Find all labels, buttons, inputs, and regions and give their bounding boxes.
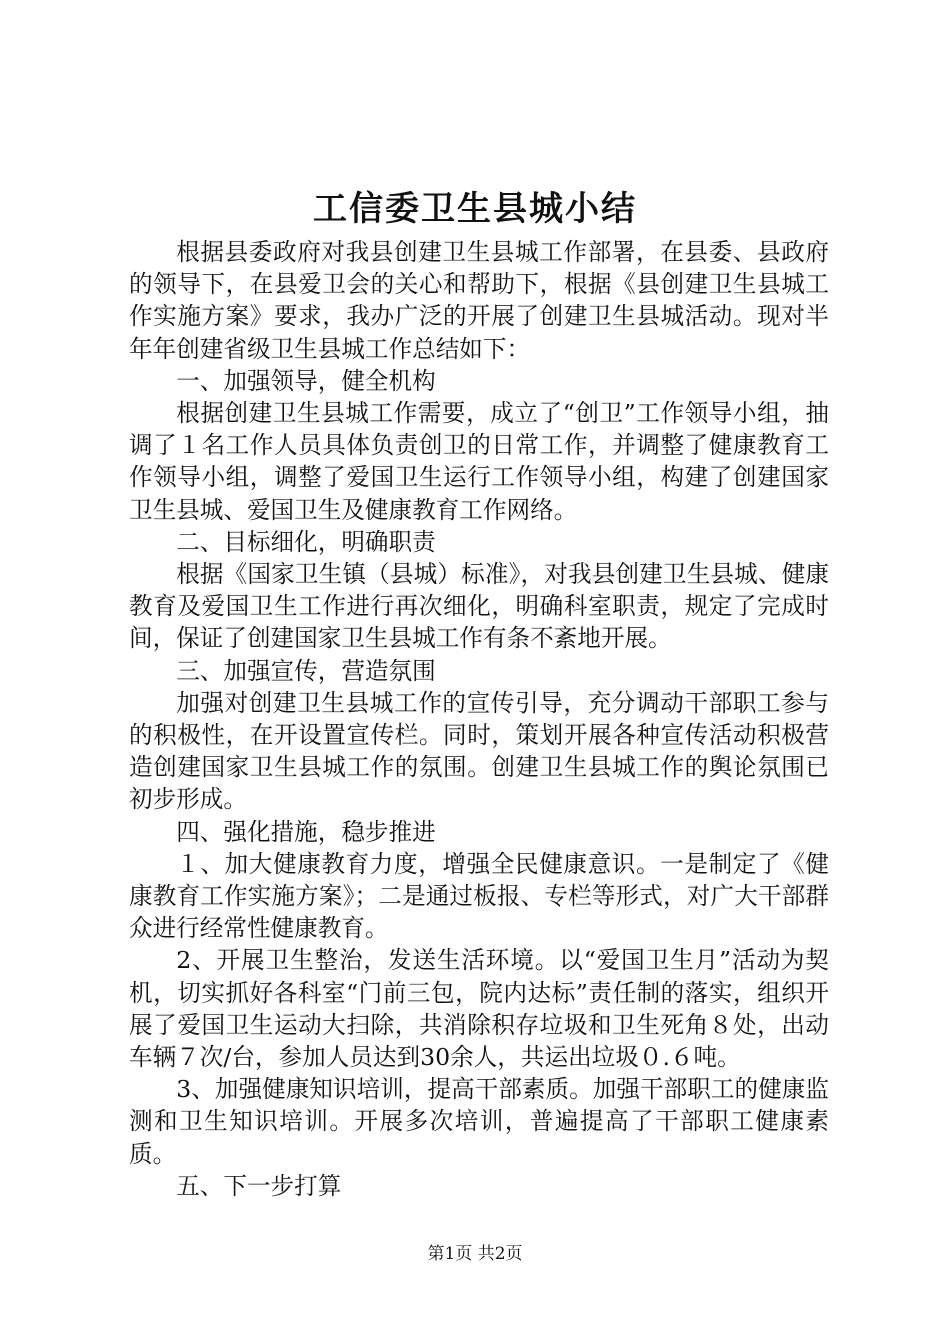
section-4-item-2: 2、开展卫生整治，发送生活环境。以“爱国卫生月”活动为契机，切实抓好各科室“门前三包，院内达标”责任制的落实，组织开展了爱国卫生运动大扫除，共消除积存垃圾和卫生死角８处，出动车辆７次/台，参加人员达到30余人，共运出垃圾０.６吨。 xyxy=(129,946,829,1072)
section-heading-5: 五、下一步打算 xyxy=(176,1171,342,1200)
section-2-paragraph: 根据《国家卫生镇（县城）标准》，对我县创建卫生县城、健康教育及爱国卫生工作进行再次细化，明确科室职责，规定了完成时间，保证了创建国家卫生县城工作有条不紊地开展。 xyxy=(129,560,829,653)
document-title: 工信委卫生县城小结 xyxy=(313,189,637,229)
section-1-paragraph: 根据创建卫生县城工作需要，成立了“创卫”工作领导小组，抽调了１名工作人员具体负责创卫的日常工作，并调整了健康教育工作领导小组，调整了爱国卫生运行工作领导小组，构建了创建国家卫生县城、爱国卫生及健康教育工作网络。 xyxy=(129,399,829,524)
section-heading-1: 一、加强领导，健全机构 xyxy=(176,366,436,395)
page-number-footer: 第1页 共2页 xyxy=(427,1244,523,1264)
section-4-item-1: １、加大健康教育力度，增强全民健康意识。一是制定了《健康教育工作实施方案》；二是通过板报、专栏等形式，对广大干部群众进行经常性健康教育。 xyxy=(129,849,829,943)
intro-paragraph: 根据县委政府对我县创建卫生县城工作部署，在县委、县政府的领导下，在县爱卫会的关心和帮助下，根据《县创建卫生县城工作实施方案》要求，我办广泛的开展了创建卫生县城活动。现对半年年创建省级卫生县城工作总结如下： xyxy=(129,238,829,363)
section-4-item-3: 3、加强健康知识培训，提高干部素质。加强干部职工的健康监测和卫生知识培训。开展多次培训，普遍提高了干部职工健康素质。 xyxy=(129,1075,829,1168)
section-heading-4: 四、强化措施，稳步推进 xyxy=(176,817,436,846)
section-heading-3: 三、加强宣传，营造氛围 xyxy=(176,656,436,685)
document-body xyxy=(129,236,829,1202)
section-3-paragraph: 加强对创建卫生县城工作的宣传引导，充分调动干部职工参与的积极性，在开设置宣传栏。同时，策划开展各种宣传活动积极营造创建国家卫生县城工作的氛围。创建卫生县城工作的舆论氛围已初步形成。 xyxy=(129,688,829,814)
section-heading-2: 二、目标细化，明确职责 xyxy=(176,527,436,556)
